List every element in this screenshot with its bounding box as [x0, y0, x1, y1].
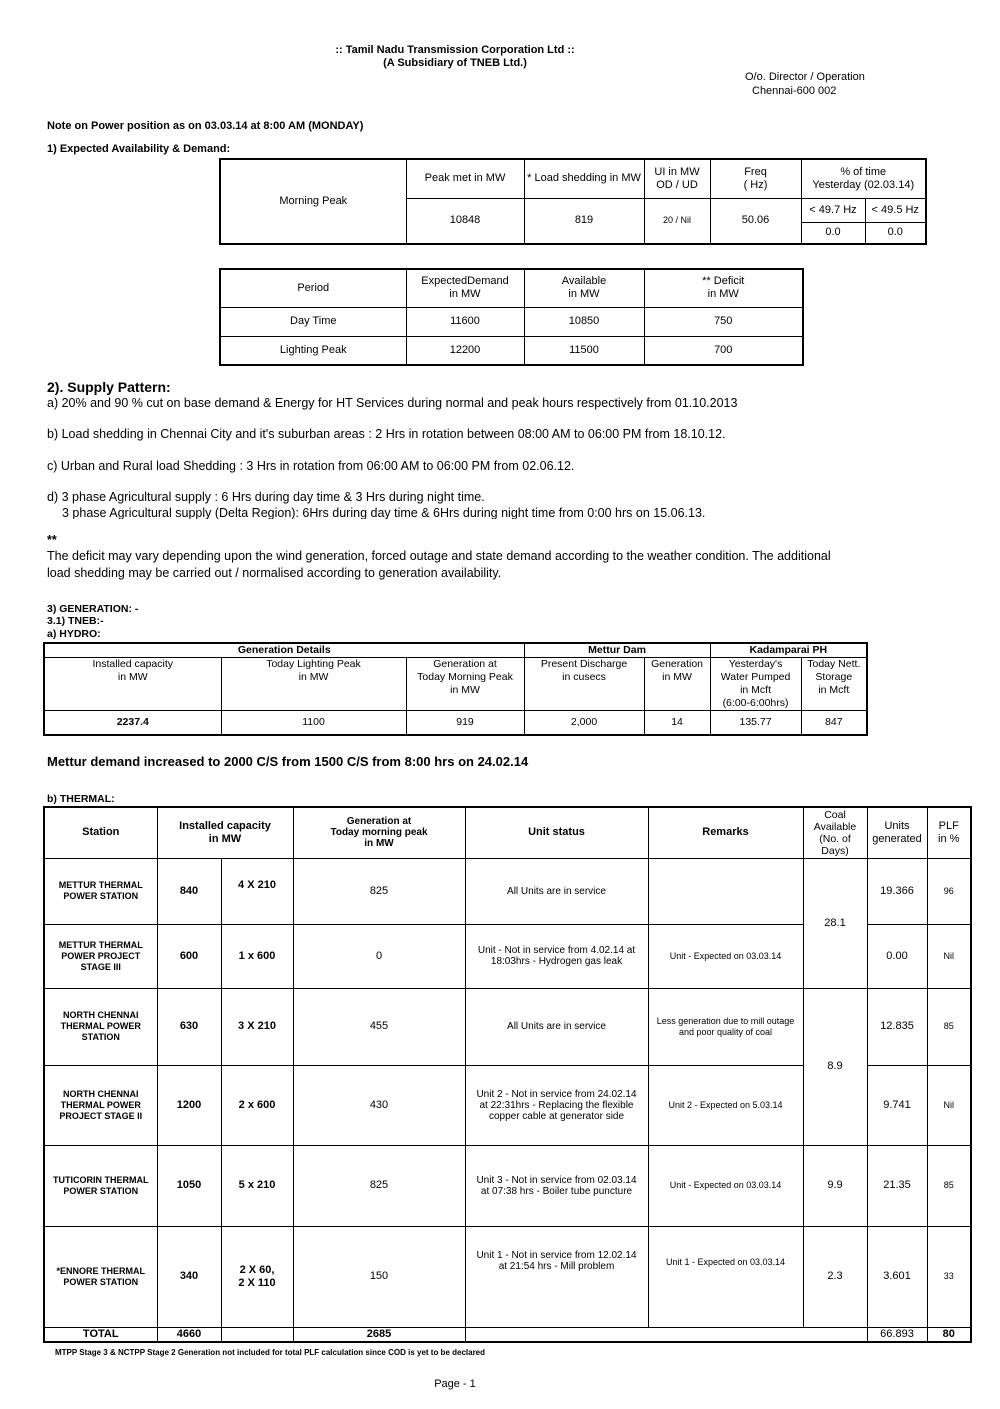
remarks: Less generation due to mill outage and poor quality of coal — [648, 988, 803, 1065]
supply-c: c) Urban and Rural load Shedding : 3 Hrs in rotation from 06:00 AM to 06:00 PM from 02.06.12. — [47, 459, 575, 473]
station-capacity: 1200 — [157, 1065, 221, 1145]
station-capacity: 630 — [157, 988, 221, 1065]
hydro-generation-value: 919 — [406, 711, 524, 735]
total-capacity: 4660 — [157, 1327, 221, 1342]
period-header: Period — [220, 269, 406, 307]
unit-status: Unit - Not in service from 4.02.14 at 18:03hrs - Hydrogen gas leak — [465, 924, 648, 988]
station-header: Station — [44, 807, 157, 858]
plf-header: PLF in % — [927, 807, 971, 858]
peak-met-header: Peak met in MW — [406, 159, 524, 198]
peak-met-value: 10848 — [406, 198, 524, 244]
generation-sub: 3.1) TNEB:- — [47, 615, 104, 627]
total-empty-cell — [803, 1327, 867, 1342]
units-generated: 19.366 — [867, 858, 927, 924]
unit-status: All Units are in service — [465, 858, 648, 924]
thermal-title: b) THERMAL: — [47, 793, 115, 805]
total-label: TOTAL — [44, 1327, 157, 1342]
total-generation: 2685 — [293, 1327, 465, 1342]
hydro-group-mettur: Mettur Dam — [524, 643, 710, 658]
station-generation: 430 — [293, 1065, 465, 1145]
unit-status: All Units are in service — [465, 988, 648, 1065]
thermal-installed-header: Installed capacity in MW — [157, 807, 293, 858]
units-generated: 21.35 — [867, 1145, 927, 1226]
thermal-footnote: MTPP Stage 3 & NCTPP Stage 2 Generation not included for total PLF calculation since COD is yet to be declared — [55, 1348, 486, 1357]
below-497-header: < 49.7 Hz — [801, 198, 865, 222]
unit-status-header: Unit status — [465, 807, 648, 858]
section1-title: 1) Expected Availability & Demand: — [47, 143, 231, 155]
coal-days-tuticorin: 9.9 — [803, 1145, 867, 1226]
remarks: Unit 2 - Expected on 5.03.14 — [648, 1065, 803, 1145]
storage-value: 847 — [801, 711, 867, 735]
peak-table — [219, 158, 927, 245]
station-generation: 455 — [293, 988, 465, 1065]
table-row — [44, 988, 971, 1065]
units-generated: 12.835 — [867, 988, 927, 1065]
supply-b: b) Load shedding in Chennai City and it's suburban areas : 2 Hrs in rotation between 08:00 AM to 06:00 PM from 18.10.12. — [47, 427, 726, 441]
hydro-discharge-header: Present Discharge in cusecs — [524, 658, 644, 711]
period-cell: Day Time — [220, 307, 406, 336]
station-name: NORTH CHENNAI THERMAL POWER PROJECT STAGE II — [44, 1065, 157, 1145]
remarks — [648, 858, 803, 924]
station-capacity: 1050 — [157, 1145, 221, 1226]
station-units: 2 X 60, 2 X 110 — [221, 1226, 293, 1327]
station-name: *ENNORE THERMAL POWER STATION — [44, 1226, 157, 1327]
expected-cell: 12200 — [406, 336, 524, 365]
station-capacity: 600 — [157, 924, 221, 988]
station-units: 2 x 600 — [221, 1065, 293, 1145]
below-495-header: < 49.5 Hz — [865, 198, 926, 222]
unit-status: Unit 1 - Not in service from 12.02.14 at 21:54 hrs - Mill problem — [465, 1226, 648, 1327]
table-row — [44, 1226, 971, 1327]
note-title: Note on Power position as on 03.03.14 at 8:00 AM (MONDAY) — [47, 120, 364, 132]
page-number: Page - 1 — [434, 1378, 476, 1390]
freq-value: 50.06 — [710, 198, 801, 244]
remarks: Unit - Expected on 03.03.14 — [648, 1145, 803, 1226]
station-capacity: 340 — [157, 1226, 221, 1327]
deficit-cell: 700 — [644, 336, 803, 365]
plf-value: Nil — [927, 1065, 971, 1145]
plf-value: 85 — [927, 988, 971, 1065]
thermal-generation-header: Generation at Today morning peak in MW — [293, 807, 465, 858]
station-units: 1 x 600 — [221, 924, 293, 988]
station-units: 4 X 210 — [221, 858, 293, 924]
ui-header: UI in MW OD / UD — [644, 159, 710, 198]
unit-status: Unit 3 - Not in service from 02.03.14 at 07:38 hrs - Boiler tube puncture — [465, 1145, 648, 1226]
deficit-note-2: load shedding may be carried out / normalised according to generation availability. — [47, 566, 502, 580]
table-row — [220, 307, 803, 336]
supply-a: a) 20% and 90 % cut on base demand & Energy for HT Services during normal and peak hours respectively from 01.10.2013 — [47, 396, 738, 410]
mettur-generation-value: 14 — [644, 711, 710, 735]
plf-value: 96 — [927, 858, 971, 924]
org-subtitle: (A Subsidiary of TNEB Ltd.) — [383, 57, 527, 69]
table-row — [44, 1145, 971, 1226]
deficit-cell: 750 — [644, 307, 803, 336]
available-cell: 11500 — [524, 336, 644, 365]
station-name: METTUR THERMAL POWER PROJECT STAGE III — [44, 924, 157, 988]
expected-cell: 11600 — [406, 307, 524, 336]
pct-time-header: % of time Yesterday (02.03.14) — [801, 159, 926, 198]
hydro-generation-header: Generation at Today Morning Peak in MW — [406, 658, 524, 711]
station-generation: 150 — [293, 1226, 465, 1327]
available-header: Available in MW — [524, 269, 644, 307]
hydro-installed-value: 2237.4 — [44, 711, 221, 735]
station-capacity: 840 — [157, 858, 221, 924]
coal-days-ennore: 2.3 — [803, 1226, 867, 1327]
supply-title: 2). Supply Pattern: — [47, 379, 171, 395]
expected-header: ExpectedDemand in MW — [406, 269, 524, 307]
ui-value: 20 / Nil — [644, 198, 710, 244]
deficit-note-1: The deficit may vary depending upon the wind generation, forced outage and state demand according to the weather condition. The additional — [47, 549, 831, 563]
total-units-generated: 66.893 — [867, 1327, 927, 1342]
units-generated: 9.741 — [867, 1065, 927, 1145]
hydro-lighting-header: Today Lighting Peak in MW — [221, 658, 406, 711]
hydro-title: a) HYDRO: — [47, 628, 101, 640]
hydro-installed-header: Installed capacity in MW — [44, 658, 221, 711]
total-empty-cell — [648, 1327, 803, 1342]
below-497-value: 0.0 — [801, 222, 865, 244]
storage-header: Today Nett. Storage in Mcft — [801, 658, 867, 711]
water-pumped-header: Yesterday's Water Pumped in Mcft (6:00-6:00hrs) — [710, 658, 801, 711]
office-line-1: O/o. Director / Operation — [745, 71, 865, 83]
remarks-header: Remarks — [648, 807, 803, 858]
hydro-group-details: Generation Details — [44, 643, 524, 658]
units-generated-header: Units generated — [867, 807, 927, 858]
available-cell: 10850 — [524, 307, 644, 336]
freq-header: Freq ( Hz) — [710, 159, 801, 198]
load-shedding-header: * Load shedding in MW — [524, 159, 644, 198]
remarks: Unit - Expected on 03.03.14 — [648, 924, 803, 988]
peak-row-label: Morning Peak — [220, 159, 406, 244]
coal-days-mettur: 28.1 — [803, 858, 867, 988]
total-row — [44, 1327, 971, 1342]
table-row — [44, 858, 971, 924]
office-line-2: Chennai-600 002 — [752, 85, 837, 97]
station-name: TUTICORIN THERMAL POWER STATION — [44, 1145, 157, 1226]
hydro-group-kadamparai: Kadamparai PH — [710, 643, 867, 658]
table-row — [220, 336, 803, 365]
total-empty-cell — [221, 1327, 293, 1342]
units-generated: 0.00 — [867, 924, 927, 988]
total-empty-cell — [465, 1327, 648, 1342]
hydro-lighting-value: 1100 — [221, 711, 406, 735]
plf-value: 85 — [927, 1145, 971, 1226]
unit-status: Unit 2 - Not in service from 24.02.14 at 22:31hrs - Replacing the flexible copper cable at generator side — [465, 1065, 648, 1145]
plf-value: 33 — [927, 1226, 971, 1327]
station-name: NORTH CHENNAI THERMAL POWER STATION — [44, 988, 157, 1065]
coal-days-north-chennai: 8.9 — [803, 988, 867, 1145]
below-495-value: 0.0 — [865, 222, 926, 244]
demand-table — [219, 268, 804, 366]
mettur-generation-header: Generation in MW — [644, 658, 710, 711]
hydro-discharge-value: 2,000 — [524, 711, 644, 735]
thermal-table — [43, 806, 972, 1343]
total-plf: 80 — [927, 1327, 971, 1342]
units-generated: 3.601 — [867, 1226, 927, 1327]
deficit-header: ** Deficit in MW — [644, 269, 803, 307]
station-units: 3 X 210 — [221, 988, 293, 1065]
station-generation: 0 — [293, 924, 465, 988]
supply-d1: d) 3 phase Agricultural supply : 6 Hrs during day time & 3 Hrs during night time. — [47, 490, 485, 504]
station-generation: 825 — [293, 1145, 465, 1226]
supply-d2: 3 phase Agricultural supply (Delta Region): 6Hrs during day time & 6Hrs during night time from 0:00 hrs on 15.06.13. — [62, 506, 706, 519]
mettur-note: Mettur demand increased to 2000 C/S from 1500 C/S from 8:00 hrs on 24.02.14 — [47, 754, 529, 769]
load-shedding-value: 819 — [524, 198, 644, 244]
period-cell: Lighting Peak — [220, 336, 406, 365]
plf-value: Nil — [927, 924, 971, 988]
coal-header: Coal Available (No. of Days) — [803, 807, 867, 858]
org-title: :: Tamil Nadu Transmission Corporation Ltd :: — [335, 44, 575, 56]
station-name: METTUR THERMAL POWER STATION — [44, 858, 157, 924]
hydro-table — [43, 642, 868, 736]
water-pumped-value: 135.77 — [710, 711, 801, 735]
station-units: 5 x 210 — [221, 1145, 293, 1226]
deficit-stars: ** — [47, 533, 57, 547]
generation-title: 3) GENERATION: - — [47, 603, 139, 615]
station-generation: 825 — [293, 858, 465, 924]
remarks: Unit 1 - Expected on 03.03.14 — [648, 1226, 803, 1327]
